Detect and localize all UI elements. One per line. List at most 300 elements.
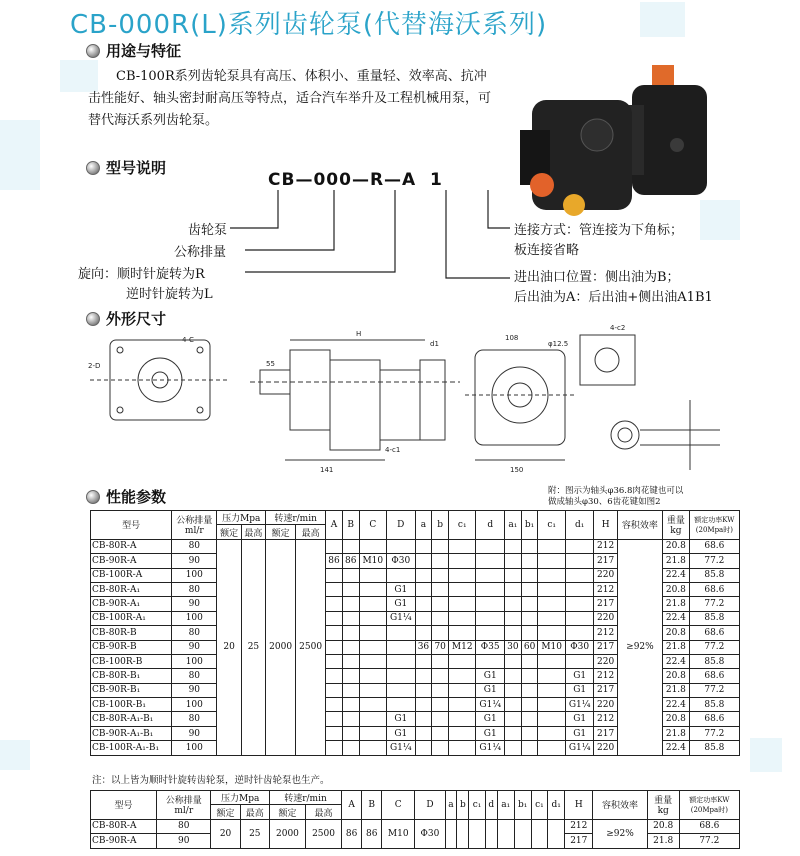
- code-conn: 1: [430, 170, 443, 190]
- cell-model: CB-80R-B₁: [91, 669, 172, 683]
- cell-C: [359, 597, 386, 611]
- cell-a: [415, 611, 432, 625]
- cell-A: [326, 698, 343, 712]
- cell-b: [432, 726, 449, 740]
- header-max: 最高: [240, 805, 269, 819]
- cell-c1: [449, 611, 476, 625]
- cell-C: [359, 712, 386, 726]
- cell-A: [326, 582, 343, 596]
- cell-power: 68.6: [689, 712, 739, 726]
- header-pressure: 压力Mpa: [211, 791, 270, 805]
- cell-model: CB-90R-A: [91, 834, 157, 848]
- header-col: b: [457, 791, 469, 820]
- section-perf-label: 性能参数: [106, 488, 167, 506]
- cell-power: 85.8: [689, 654, 739, 668]
- cell-B: 86: [342, 554, 359, 568]
- cell-A: [326, 539, 343, 553]
- cell-a: [415, 539, 432, 553]
- cell-power: 77.2: [689, 640, 739, 654]
- header-disp-label: 公称排量: [165, 796, 202, 807]
- cell-A: [326, 626, 343, 640]
- cell-disp: 90: [172, 597, 217, 611]
- cell-model: CB-80R-B: [91, 626, 172, 640]
- cell-model: CB-100R-A: [91, 568, 172, 582]
- cell-d1: G1: [565, 683, 594, 697]
- cell-c1: [538, 597, 565, 611]
- cell-C: [359, 539, 386, 553]
- header-disp-unit: ml/r: [174, 806, 194, 817]
- cell-d1: Φ30: [565, 640, 594, 654]
- header-power-label: 额定功率KW: [694, 515, 735, 524]
- cell-a1: [505, 597, 522, 611]
- cell-empty: [531, 819, 547, 848]
- cell-C: [359, 654, 386, 668]
- cell-B: [342, 654, 359, 668]
- cell-vol-eff: ≥92%: [593, 819, 647, 848]
- cell-c1: [538, 554, 565, 568]
- cell-D: [387, 568, 416, 582]
- cell-power: 68.6: [689, 626, 739, 640]
- code-disp: 000: [313, 170, 352, 190]
- cell-A: [326, 654, 343, 668]
- cell-H: 217: [594, 640, 617, 654]
- cell-b1: [521, 654, 538, 668]
- cell-c1: [449, 741, 476, 755]
- cell-disp: 100: [172, 568, 217, 582]
- note-top: [548, 486, 683, 508]
- cell-d: G1: [476, 669, 505, 683]
- cell-rated-pressure: 20: [211, 819, 240, 848]
- cell-c1: [449, 669, 476, 683]
- header-weight-unit: kg: [657, 806, 669, 817]
- cell-b: [432, 683, 449, 697]
- cell-disp: 90: [172, 640, 217, 654]
- cell-empty: [514, 819, 531, 848]
- cell-a1: [505, 683, 522, 697]
- dim-label: 4-c1: [385, 446, 401, 454]
- header-disp: [157, 791, 211, 820]
- cell-power: 85.8: [689, 611, 739, 625]
- cell-model: CB-100R-A₁: [91, 611, 172, 625]
- header-col: B: [342, 511, 359, 540]
- cell-dd: Φ35: [476, 640, 505, 654]
- cell-b: [432, 611, 449, 625]
- dim-label: d1: [430, 340, 439, 348]
- label-rotation-ccw: 逆时针旋转为L: [126, 287, 213, 302]
- dim-label: φ12.5: [548, 340, 569, 348]
- cell-weight: 20.8: [663, 712, 690, 726]
- header-col: d: [476, 511, 505, 540]
- section-model-label: 型号说明: [106, 159, 167, 177]
- header-col: a₁: [505, 511, 522, 540]
- cell-D: G1: [387, 597, 416, 611]
- header-col: D: [415, 791, 445, 820]
- header-rated: 额定: [217, 525, 241, 539]
- cell-c1: [449, 568, 476, 582]
- header-max: 最高: [305, 805, 341, 819]
- cell-D: G1: [387, 582, 416, 596]
- cell-empty: [469, 819, 485, 848]
- cell-a: [415, 683, 432, 697]
- code-port: A: [402, 170, 417, 190]
- header-col: c₁: [449, 511, 476, 540]
- header-speed: 转速r/min: [269, 791, 341, 805]
- cell-d: G1: [476, 726, 505, 740]
- cell-weight: 22.4: [663, 741, 690, 755]
- header-power-sub: (20Mpa时): [690, 805, 728, 814]
- cell-D: G1: [387, 712, 416, 726]
- cell-disp: 100: [172, 741, 217, 755]
- cell-D: [387, 654, 416, 668]
- cell-d: G1: [476, 712, 505, 726]
- header-col: c₁: [538, 511, 565, 540]
- cell-C: [359, 640, 386, 654]
- header-power-sub: (20Mpa时): [695, 525, 733, 534]
- cell-d1: [565, 611, 594, 625]
- cell-A: [326, 611, 343, 625]
- cell-H: 212: [565, 819, 593, 833]
- cell-b1: [521, 712, 538, 726]
- header-col: c₁: [531, 791, 547, 820]
- cell-a: [415, 554, 432, 568]
- cell-H: 217: [594, 597, 617, 611]
- header-power: [679, 791, 739, 820]
- cell-disp: 80: [172, 539, 217, 553]
- header-weight: [647, 791, 679, 820]
- section-usage-label: 用途与特征: [106, 42, 182, 60]
- cell-b: [432, 597, 449, 611]
- cell-vol-eff: ≥92%: [617, 539, 662, 755]
- header-disp-unit: ml/r: [184, 526, 204, 537]
- spec-table-2: [90, 790, 740, 849]
- cell-B: [342, 611, 359, 625]
- cell-weight: 20.8: [647, 819, 679, 833]
- cell-a: [415, 582, 432, 596]
- cell-disp: 80: [172, 582, 217, 596]
- cell-a: [415, 698, 432, 712]
- cell-d1: [565, 539, 594, 553]
- cell-model: CB-90R-A₁-B₁: [91, 726, 172, 740]
- cell-c1: [538, 568, 565, 582]
- cell-disp: 80: [172, 712, 217, 726]
- cell-C: [359, 626, 386, 640]
- cell-c1: [449, 582, 476, 596]
- cell-a1: 30: [505, 640, 522, 654]
- cell-d1: G1: [565, 712, 594, 726]
- cell-d1: [565, 554, 594, 568]
- cell-C: M10: [382, 819, 415, 848]
- cell-a: [415, 669, 432, 683]
- cell-model: CB-80R-A₁: [91, 582, 172, 596]
- label-displacement: 公称排量: [174, 245, 227, 260]
- cell-power: 77.2: [689, 726, 739, 740]
- cell-weight: 20.8: [663, 539, 690, 553]
- cell-c: M12: [449, 640, 476, 654]
- cell-A: [326, 683, 343, 697]
- cell-b: [432, 582, 449, 596]
- cell-a1: [505, 669, 522, 683]
- note-bottom: 注：以上皆为顺时针旋转齿轮泵，逆时针齿轮泵也生产。: [92, 775, 330, 786]
- header-col: b₁: [514, 791, 531, 820]
- dim-label: 141: [320, 466, 334, 474]
- cell-model: CB-100R-A₁-B₁: [91, 741, 172, 755]
- cell-power: 68.6: [679, 819, 739, 833]
- cell-B: [342, 568, 359, 582]
- cell-c1: [449, 626, 476, 640]
- cell-model: CB-100R-B₁: [91, 698, 172, 712]
- cell-max-speed: 2500: [296, 539, 326, 755]
- cell-b1: [521, 539, 538, 553]
- cell-B: [342, 712, 359, 726]
- cell-H: 220: [594, 568, 617, 582]
- header-rated: 额定: [211, 805, 240, 819]
- cell-H: 220: [594, 611, 617, 625]
- header-col: B: [362, 791, 382, 820]
- cell-c1: [449, 726, 476, 740]
- cell-b: [432, 669, 449, 683]
- cell-model: CB-100R-B: [91, 654, 172, 668]
- cell-b: [432, 554, 449, 568]
- cell-B: [342, 683, 359, 697]
- cell-d1: [565, 626, 594, 640]
- cell-disp: 80: [157, 819, 211, 833]
- cell-model: CB-90R-A: [91, 554, 172, 568]
- cell-d1: G1¼: [565, 741, 594, 755]
- cell-b1: 60: [521, 640, 538, 654]
- cell-empty: [548, 819, 565, 848]
- cell-c1: [538, 683, 565, 697]
- dim-label: 4-c2: [610, 324, 626, 332]
- cell-d: [476, 611, 505, 625]
- cell-max-pressure: 25: [240, 819, 269, 848]
- header-col: A: [326, 511, 343, 540]
- header-col: a₁: [497, 791, 514, 820]
- cell-H: 217: [565, 834, 593, 848]
- header-rated: 额定: [269, 805, 305, 819]
- cell-B: [342, 582, 359, 596]
- label-connection-2: 板连接省略: [514, 243, 580, 258]
- header-weight-unit: kg: [670, 526, 682, 537]
- cell-b: [432, 712, 449, 726]
- cell-model: CB-90R-A₁: [91, 597, 172, 611]
- cell-d: G1¼: [476, 698, 505, 712]
- cell-c1: M10: [538, 640, 565, 654]
- cell-disp: 90: [172, 726, 217, 740]
- cell-a1: [505, 726, 522, 740]
- header-speed: 转速r/min: [266, 511, 326, 525]
- cell-power: 68.6: [689, 669, 739, 683]
- cell-b: [432, 741, 449, 755]
- dim-label: 2-D: [88, 362, 101, 370]
- cell-A: 86: [342, 819, 362, 848]
- cell-empty: [457, 819, 469, 848]
- label-rotation-cw: 旋向：顺时针旋转为R: [78, 267, 205, 282]
- cell-c1: [538, 582, 565, 596]
- cell-A: 86: [326, 554, 343, 568]
- cell-power: 77.2: [679, 834, 739, 848]
- cell-d1: G1: [565, 726, 594, 740]
- header-col: H: [565, 791, 593, 820]
- cell-b1: [521, 611, 538, 625]
- cell-A: [326, 712, 343, 726]
- cell-b: [432, 654, 449, 668]
- cell-d1: [565, 597, 594, 611]
- cell-c1: [449, 597, 476, 611]
- cell-max-pressure: 25: [241, 539, 265, 755]
- header-weight-label: 重量: [666, 516, 685, 527]
- cell-a: [415, 597, 432, 611]
- header-col: b₁: [521, 511, 538, 540]
- cell-weight: 22.4: [663, 654, 690, 668]
- cell-d: G1: [476, 683, 505, 697]
- cell-c1: [449, 698, 476, 712]
- cell-a: [415, 712, 432, 726]
- cell-b1: [521, 683, 538, 697]
- cell-c1: [449, 539, 476, 553]
- cell-c1: [538, 712, 565, 726]
- cell-max-speed: 2500: [305, 819, 341, 848]
- header-col: a: [415, 511, 432, 540]
- cell-b1: [521, 568, 538, 582]
- cell-d: [476, 597, 505, 611]
- cell-power: 68.6: [689, 539, 739, 553]
- cell-weight: 20.8: [663, 582, 690, 596]
- cell-empty: [445, 819, 457, 848]
- cell-power: 77.2: [689, 554, 739, 568]
- cell-power: 68.6: [689, 582, 739, 596]
- cell-d1: [565, 568, 594, 582]
- dim-label: 108: [505, 334, 519, 342]
- header-max: 最高: [241, 525, 265, 539]
- cell-a: 36: [415, 640, 432, 654]
- cell-empty: [485, 819, 497, 848]
- cell-weight: 21.8: [663, 554, 690, 568]
- cell-c1: [538, 539, 565, 553]
- dim-label: 150: [510, 466, 524, 474]
- cell-H: 217: [594, 726, 617, 740]
- cell-D: [387, 539, 416, 553]
- cell-model: CB-80R-A: [91, 539, 172, 553]
- cell-d: [476, 568, 505, 582]
- header-col: a: [445, 791, 457, 820]
- cell-d: [476, 554, 505, 568]
- cell-b1: [521, 726, 538, 740]
- header-col: C: [382, 791, 415, 820]
- cell-D: [387, 626, 416, 640]
- cell-model: CB-80R-A₁-B₁: [91, 712, 172, 726]
- header-col: A: [342, 791, 362, 820]
- header-col: c₁: [469, 791, 485, 820]
- cell-C: [359, 582, 386, 596]
- cell-A: [326, 640, 343, 654]
- cell-A: [326, 568, 343, 582]
- cell-a: [415, 741, 432, 755]
- cell-d1: G1¼: [565, 698, 594, 712]
- header-col: d₁: [548, 791, 565, 820]
- cell-empty: [497, 819, 514, 848]
- cell-d: [476, 654, 505, 668]
- cell-a1: [505, 554, 522, 568]
- cell-C: [359, 726, 386, 740]
- cell-H: 217: [594, 554, 617, 568]
- cell-b: [432, 626, 449, 640]
- cell-disp: 100: [172, 611, 217, 625]
- label-connection: 连接方式：管连接为下角标；: [514, 223, 684, 238]
- cell-b1: [521, 582, 538, 596]
- code-dash: —: [384, 170, 403, 190]
- section-perf: [86, 486, 166, 507]
- cell-b1: [521, 597, 538, 611]
- cell-B: [342, 741, 359, 755]
- cell-b: [432, 698, 449, 712]
- table-row: [91, 819, 740, 833]
- cell-B: [342, 597, 359, 611]
- cell-b: [432, 568, 449, 582]
- cell-a1: [505, 741, 522, 755]
- cell-B: [342, 626, 359, 640]
- cell-b1: [521, 669, 538, 683]
- cell-C: [359, 611, 386, 625]
- cell-A: [326, 741, 343, 755]
- cell-D: [387, 640, 416, 654]
- label-port: 进出油口位置：侧出油为B；: [514, 270, 680, 285]
- cell-c1: [538, 741, 565, 755]
- dim-label: 55: [266, 360, 275, 368]
- code-cb: CB: [268, 170, 296, 190]
- code-dash: —: [351, 170, 370, 190]
- cell-D: [387, 698, 416, 712]
- cell-disp: 90: [157, 834, 211, 848]
- header-max: 最高: [296, 525, 326, 539]
- cell-a1: [505, 539, 522, 553]
- cell-weight: 22.4: [663, 568, 690, 582]
- cell-weight: 20.8: [663, 626, 690, 640]
- header-col: D: [387, 511, 416, 540]
- cell-rated-speed: 2000: [266, 539, 296, 755]
- cell-D: G1¼: [387, 741, 416, 755]
- header-col: d: [485, 791, 497, 820]
- cell-a: [415, 726, 432, 740]
- header-power-label: 额定功率KW: [689, 795, 730, 804]
- cell-disp: 90: [172, 554, 217, 568]
- cell-c1: [449, 654, 476, 668]
- cell-c1: [538, 669, 565, 683]
- cell-d1: [565, 654, 594, 668]
- intro-text: CB-100R系列齿轮泵具有高压、体积小、重量轻、效率高、抗冲击性能好、轴头密封耐高压等特点，适合汽车举升及工程机械用泵，可替代海沃系列齿轮泵。: [88, 69, 492, 128]
- cell-a1: [505, 712, 522, 726]
- header-disp: [172, 511, 217, 540]
- cell-B: [342, 726, 359, 740]
- header-weight: [663, 511, 690, 540]
- cell-b1: [521, 554, 538, 568]
- cell-disp: 100: [172, 698, 217, 712]
- cell-weight: 21.8: [647, 834, 679, 848]
- cell-disp: 80: [172, 626, 217, 640]
- pump-photo: [512, 35, 722, 225]
- page-title: CB-000R(L)系列齿轮泵(代替海沃系列): [70, 10, 548, 40]
- header-col: b: [432, 511, 449, 540]
- table-row: [91, 539, 740, 553]
- cell-D: [387, 683, 416, 697]
- header-power: [689, 511, 739, 540]
- cell-a1: [505, 698, 522, 712]
- header-weight-label: 重量: [654, 796, 673, 807]
- label-port-2: 后出油为A：后出油+侧出油A1B1: [514, 290, 713, 305]
- cell-a1: [505, 568, 522, 582]
- cell-c1: [538, 654, 565, 668]
- cell-b1: [521, 698, 538, 712]
- cell-A: [326, 726, 343, 740]
